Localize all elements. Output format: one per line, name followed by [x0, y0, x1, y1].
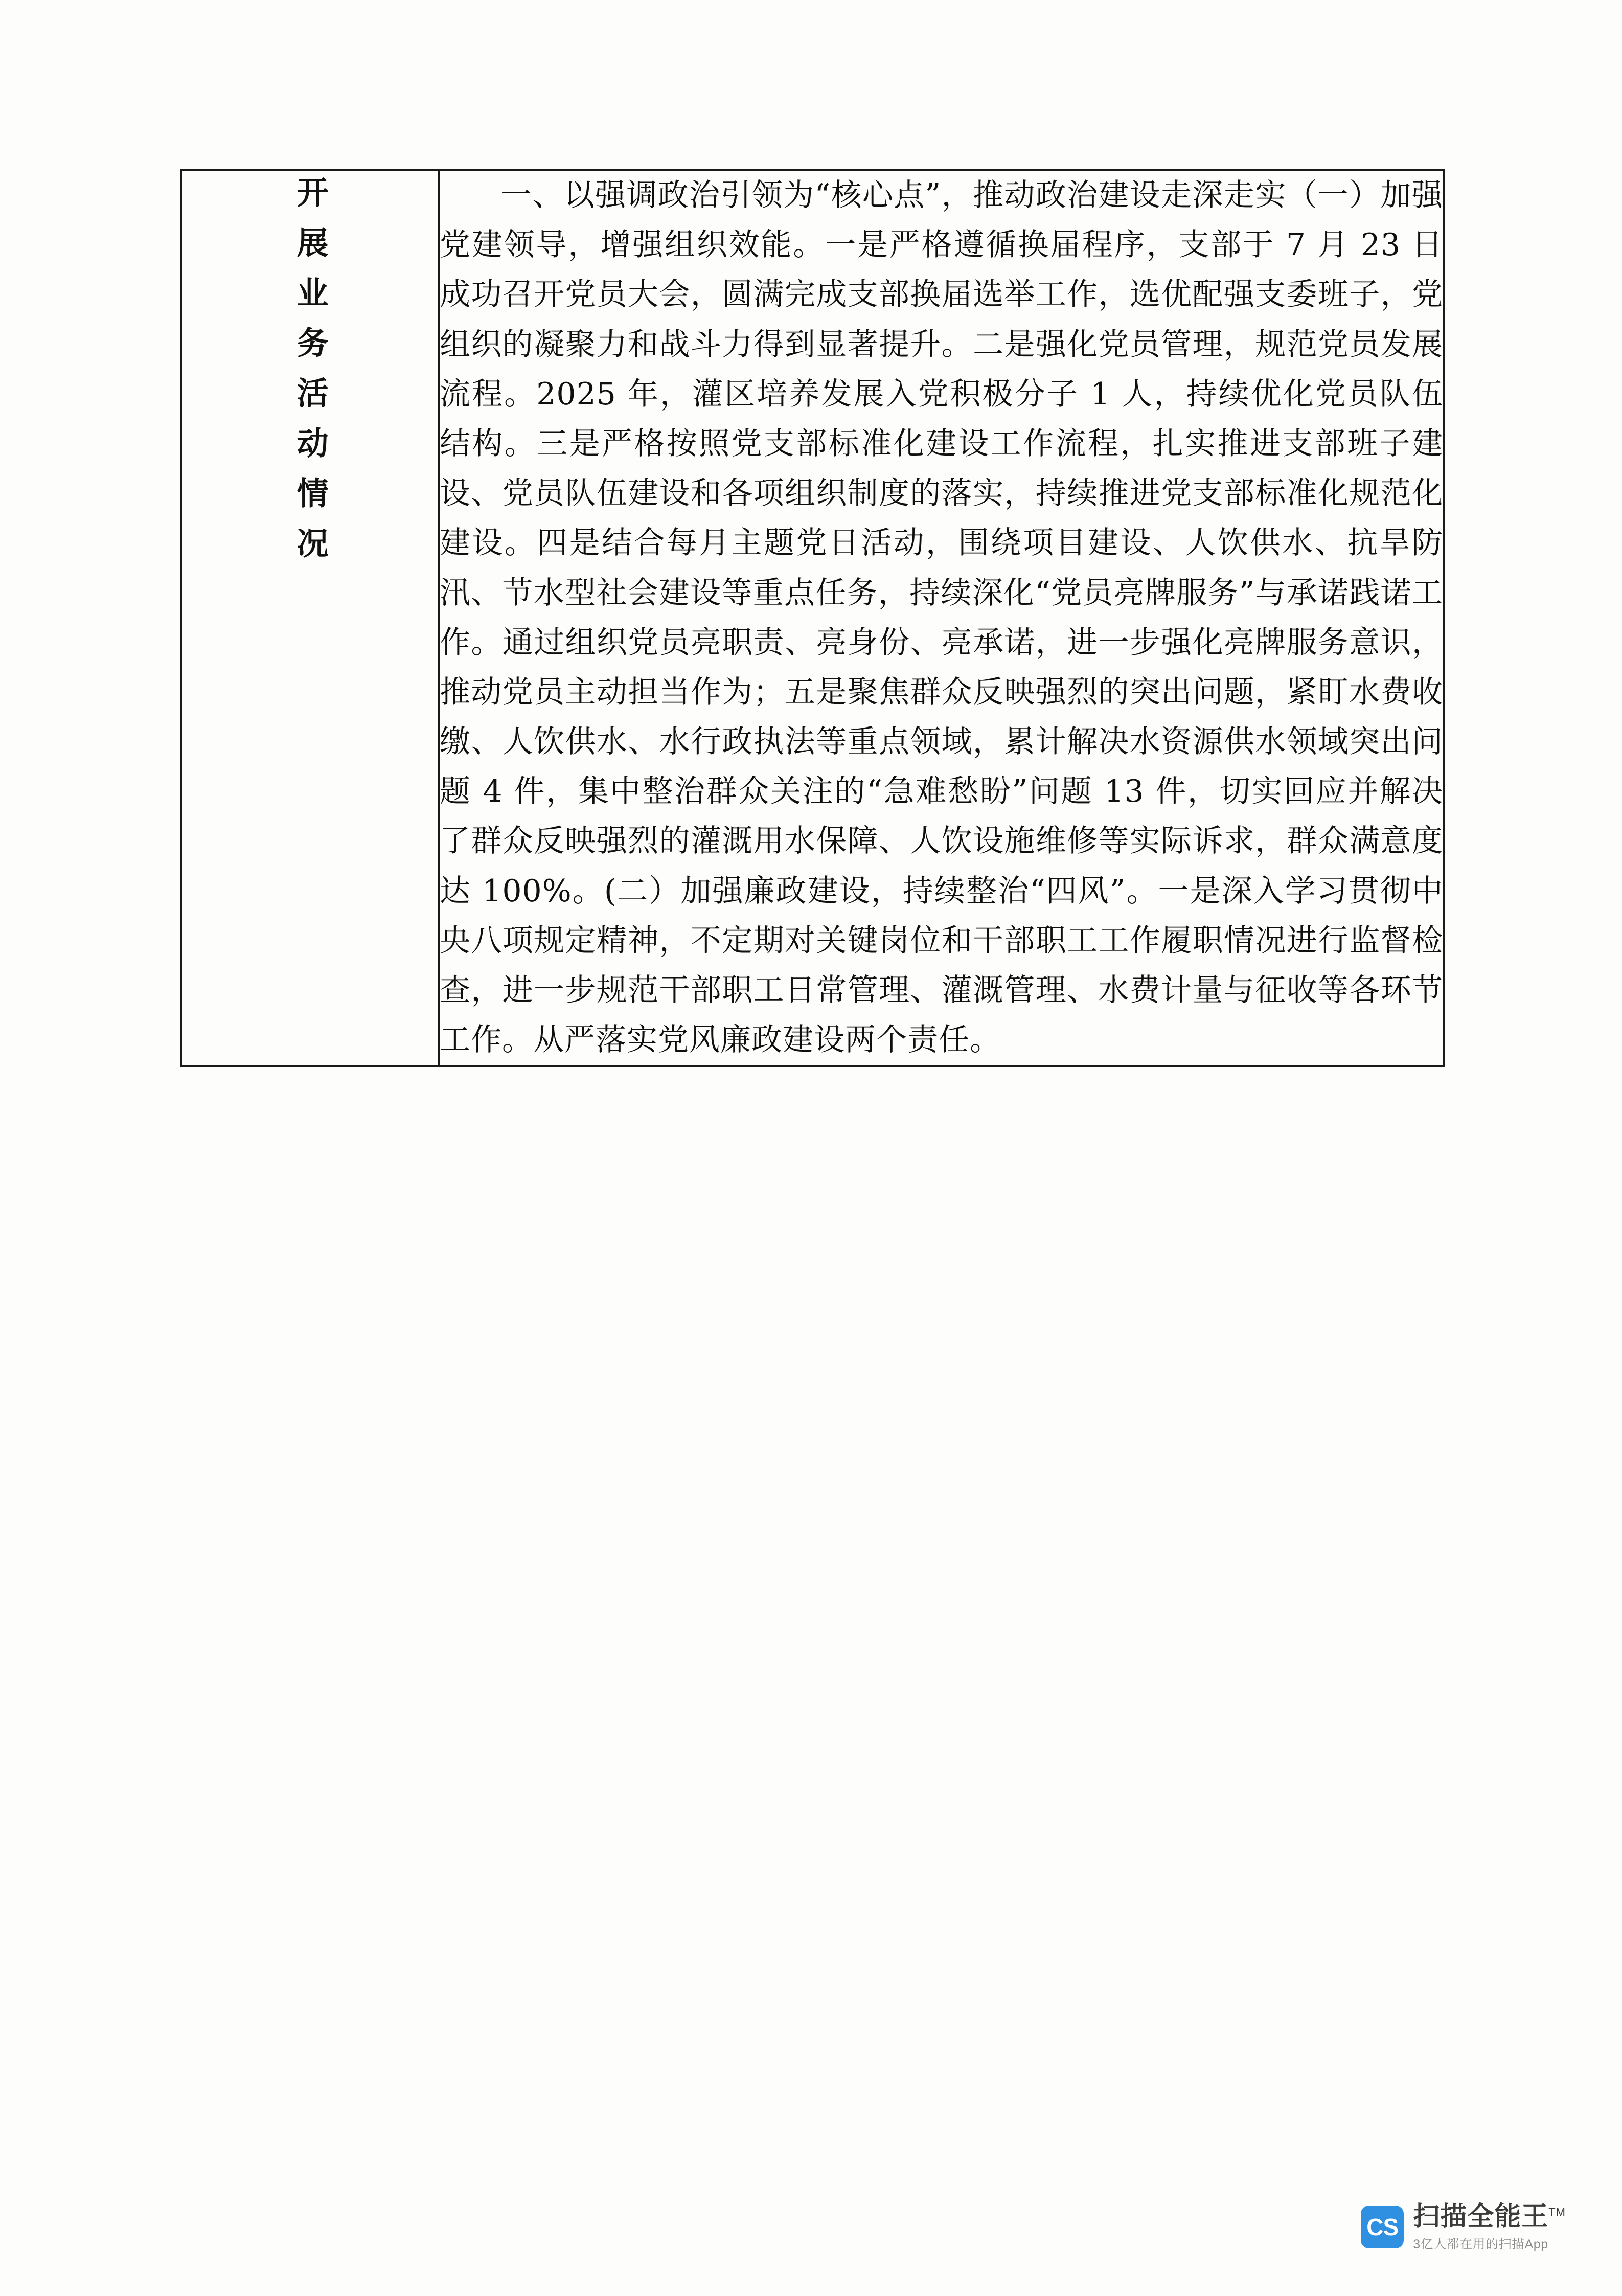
table-row-label-cell [181, 170, 439, 1066]
scanner-logo-icon: CS [1361, 2206, 1404, 2248]
document-table [180, 169, 1445, 1067]
table-row [181, 170, 1444, 1066]
scanner-tagline: 3亿人都在用的扫描App [1413, 2237, 1548, 2252]
trademark-icon: TM [1548, 2206, 1566, 2219]
table-row-body-cell [439, 170, 1444, 1066]
scanner-app-name-row [1413, 2201, 1566, 2233]
table-row-body-text: 一、以强调政治引领为“核心点”，推动政治建设走深走实（一）加强党建领导，增强组织效能。一是严格遵循换届程序，支部于 7 月 23 日成功召开党员大会，圆满完成支部换届选举工作，选优配强支委班子，党组织的凝聚力和战斗力得到显著提升。二是强化党员管理，规范党员发展流程。2025 年，灌区培养发展入党积极分子 1 人，持续优化党员队伍结构。三是严格按照党支部标准化建设工作流程，扎实推进支部班子建设、党员队伍建设和各项组织制度的落实，持续推进党支部标准化规范化建设。四是结合每月主题党日活动，围绕项目建设、人饮供水、抗旱防汛、节水型社会建设等重点任务，持续深化“党员亮牌服务”与承诺践诺工作。通过组织党员亮职责、亮身份、亮承诺，进一步强化亮牌服务意识，推动党员主动担当作为；五是聚焦群众反映强烈的突出问题，紧盯水费收缴、人饮供水、水行政执法等重点领域，累计解决水资源供水领域突出问题 4 件，集中整治群众关注的“急难愁盼”问题 13 件，切实回应并解决了群众反映强烈的灌溉用水保障、人饮设施维修等实际诉求，群众满意度达 100%。(二）加强廉政建设，持续整治“四风”。一是深入学习贯彻中央八项规定精神，不定期对关键岗位和干部职工工作履职情况进行监督检查，进一步规范干部职工日常管理、灌溉管理、水费计量与征收等各环节工作。从严落实党风廉政建设两个责任。 [440, 177, 1443, 1058]
scanner-watermark [1361, 2201, 1566, 2252]
table-row-label: 开展业务活动情况 [291, 176, 329, 577]
scanner-app-name: 扫描全能王 [1413, 2202, 1549, 2232]
scanner-watermark-texts [1413, 2201, 1566, 2252]
